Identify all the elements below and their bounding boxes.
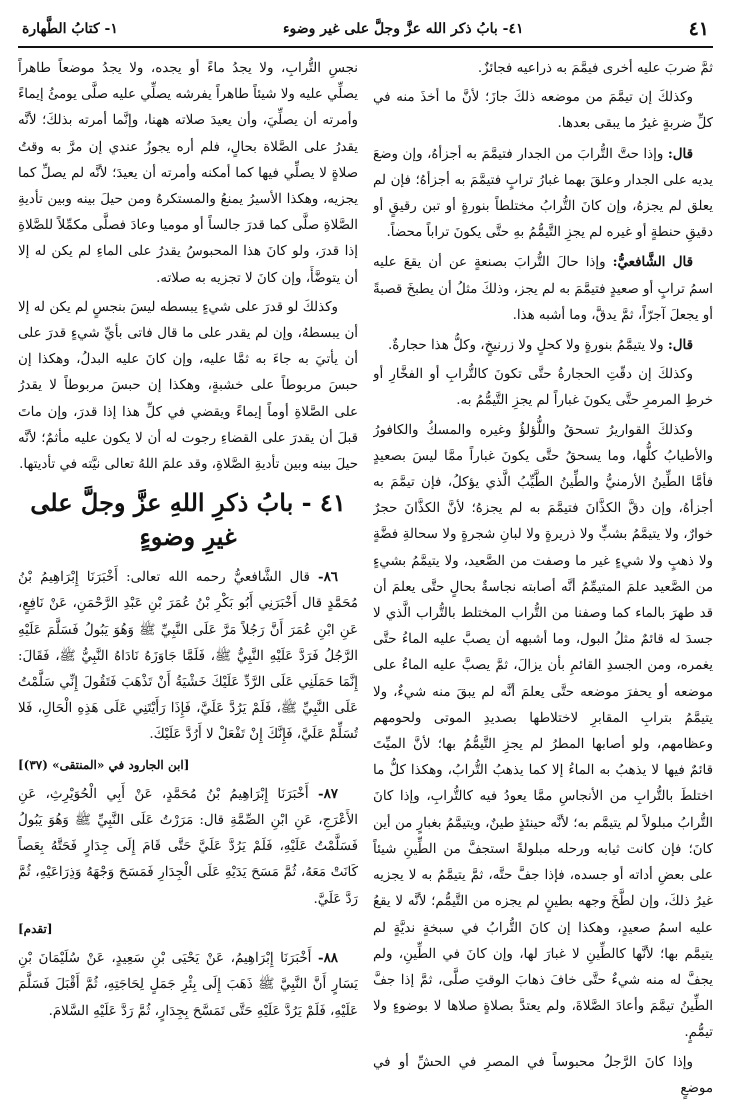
- left-paragraph: [18, 295, 358, 478]
- hadith-reference: [ابن الجارود في «المنتقى» (٣٧)]: [18, 757, 190, 772]
- paragraph-text: وكذلكَ لو قدرَ على شيءٍ يبسطه ليسَ بنجسٍ لم يكن له إلا أن يبسطهُ، وإن لم يقدر على ما قال فاتى بأيِّ شيءٍ قدرَ على أن يأتيَ به جاءَ به ثمَّا عليه، وإن كانَ عليه البدلُ، وهكذا إن حبسَ مربوطاً على خشبةٍ، وهكذا إن حبسَ مربوطاً لا يقدرُ على الصَّلاةِ أوماً إيماءً ويقضي في كلِّ هذا إذا قدرَ، وإن ماتَ قبلَ أن يقدرَ على القضاءِ رجوت له أن لا يكون عليه مأثمٌ؛ لأنَّه حيلَ بينه وبين تأديةِ الصَّلاةِ، وقد علمَ اللهُ تعالى نيَّته في تأديتها.: [18, 299, 358, 473]
- paragraph-lead: قال الشَّافعيُّ:: [612, 254, 693, 271]
- page-number: ٤١: [688, 18, 709, 40]
- right-paragraph: [373, 1050, 713, 1102]
- hadith-text: أَخْبَرَنَا إِبْرَاهِيمُ بْنُ مُحَمَّدٍ، عَنْ أَبِي الْحُوَيْرِثِ، عَنِ الأَعْرَجِ، عَنِ ابْنِ الصِّمَّةِ قال: مَرَرْتُ عَلَى النَّبِيِّ ﷺ وَهُوَ يَبُولُ فَسَلَّمْتُ عَلَيْهِ، فَلَمْ يَرُدَّ عَلَيَّ حَتَّى قَامَ إِلَى جِدَارٍ فَحَتَّهُ بِعَصاً كَانَتْ مَعَهُ، ثُمَّ مَسَحَ يَدَيْهِ عَلَى الْجِدَارِ فَمَسَحَ وَجْهَهُ وَذِرَاعَيْهِ، ثُمَّ رَدَّ عَلَيَّ.: [18, 786, 358, 907]
- hadith-text: أَخْبَرَنَا إِبْرَاهِيمُ، عَنْ يَحْيَى بْنِ سَعِيدٍ، عَنْ سُلَيْمَانَ بْنِ يَسَارٍ أَنَّ النَّبِيَّ ﷺ ذَهَبَ إِلَى بِئْرِ جَمَلٍ لِحَاجَتِهِ، ثُمَّ أَقْبَلَ فَسَلَّمَ عَلَيْهِ، فَلَمْ يَرُدَّ عَلَيْهِ حَتَّى تَمَسَّحَ بِجِدَارٍ، ثُمَّ رَدَّ عَلَيْهِ السَّلامَ.: [18, 951, 358, 1019]
- paragraph-text: ثمَّ ضربَ عليه أخرى فيمَّمَ به ذراعيه فجائزٌ.: [477, 61, 713, 76]
- right-paragraph: [373, 141, 713, 247]
- paragraph-text: ولا يتيمَّمُ بنورةٍ ولا كحلٍ ولا زرنيخٍ، وكلُّ هذا حجارةٌ.: [387, 338, 668, 354]
- hadith-text: قال الشَّافعيُّ رحمه الله تعالى: أَخْبَرَنَا إِبْرَاهِيمُ بْنُ مُحَمَّدٍ قال أَخْبَرَنِي أَبُو بَكْرِ بْنُ عُمَرَ بْنِ عَبْدِ الرَّحْمَنِ، عَنْ نَافِعٍ، عَنِ ابْنِ عُمَرَ أَنَّ رَجُلاً مَرَّ عَلَى النَّبِيِّ ﷺ وَهُوَ يَبُولُ فَسَلَّمَ عَلَيْهِ الرَّجُلُ فَرَدَّ عَلَيْهِ النَّبِيُّ ﷺ، فَلَمَّا جَاوَزَهُ نَادَاهُ النَّبِيُّ ﷺ، فَقَالَ: إِنَّمَا حَمَلَنِي عَلَى الرَّدِّ عَلَيْكَ خَشْيَةُ أَنْ تَذْهَبَ فَتَقُولَ إِنِّي سَلَّمْتُ عَلَى النَّبِيِّ ﷺ، فَلَمْ يَرُدَّ عَلَيَّ، فَإِذَا رَأَيْتَنِي عَلَى هَذِهِ الْحَالِ، فَلا تُسَلِّمْ عَلَيَّ، فَإِنَّكَ إِنْ تَفْعَلْ لا أَرُدَّ عَلَيْكَ.: [18, 570, 358, 743]
- running-chapter-title: ٤١- بابُ ذكر الله عزَّ وجلَّ على غير وضوء: [282, 21, 524, 37]
- paragraph-text: وكذلكَ القواريرُ تسحقُ واللُّؤلؤُ وغيره والمسكُ والكافورُ والأطيابُ كلُّها، وما يسحقُ حتَّى يكونَ غباراً ممَّا ليسَ بصعيدٍ فأمَّا الطِّينُ الأرمنيُّ والطِّينُ الطَّيِّبُ الَّذي يؤكلُ، فإن تيمَّمَ به أجزأهُ، وإن دقَّ الكذَّانَ فتيمَّمَ به لم يجزهُ؛ لأنَّ الكذَّانَ حجرٌ خوارٌ، ولا يتيمَّمُ بشبٍّ ولا ذريرةٍ ولا لبانِ شجرةٍ ولا سحالةِ فضَّةٍ ولا ذهبٍ ولا شيءٍ غير ما وصفت من الصَّعيد، ولا يتيمَّمُ بشيءٍ من الصَّعيد علمَ المتيمِّمُ أنَّه أصابته نجاسةٌ بحالٍ حتَّى يعلمَ أن قد طهرَ بالماء كما وصفنا من التُّراب المختلط بالتُّراب الَّذي لا جسدَ له قائمٌ مثلُ البول، وما أشبهه أن يصبَّ عليه الماءُ حتَّى يغمره، ومن الجسدِ القائمِ بأن يزالَ، ثمَّ يصبَّ عليه الماءُ على موضعه أو يحفرَ موضعه حتَّى يعلمَ أنَّه لم يبقَ منه شيءٌ، ولا يتيمَّمُ بترابِ المقابرِ لاختلاطها بصديدِ الموتى ولحومهم وعظامهم، ولو أصابها المطرُ لم يجزِ التَّيمُّمُ بها؛ لأنَّ الميِّتَ قائمٌ فيها لا يذهبُ به الماءُ إلا كما يذهبُ التُّرابُ، وهكذا كلُّ ما اختلطَ بالتُّرابِ من الأنجاسِ ممَّا يعودُ فيه كالتُّرابِ، وإذا كانَ التُّرابُ مبلولاً لم يتيمَّم به؛ لأنَّه حينئذٍ طينٌ، ويتيمَّمُ بغبارٍ من أين كانَ؛ فإن كانت ثيابه ورحله مبلولةً استجفَّ من الطِّينِ شيئاً على بعضِ أداته أو جسده، فإذا جفَّ حتَّه، ثمَّ يتيمَّمُ به لا يجزيه غيرُ ذلكَ، وإن لطَّخَ وجهه بطينٍ لم يجزه من التَّيمُّم؛ لأنَّه لا يقعُ عليه اسمُ صعيدٍ، وهكذا إن كانَ التُّرابُ في سبخةٍ نديَّةٍ لم يتيمَّم بها؛ لأنَّها كالطِّينِ لا غبارَ لها، وإن كانَ في الطِّينِ، ولم يجفَّ له منه شيءٌ حتَّى خافَ ذهابَ الوقتِ صلَّى، ثمَّ إذا جفَّ الطِّينُ تيمَّمَ وأعادَ الصَّلاةَ، ولم يعتدَّ بصلاةٍ صلاها لا بوضوءٍ ولا تيمُّمٍ.: [373, 422, 713, 1041]
- hadith-number: ٨٨-: [318, 950, 338, 967]
- right-paragraph: [373, 362, 713, 414]
- left-column: [18, 56, 358, 1102]
- page-header: [18, 12, 713, 48]
- hadith-reference: [تقدم]: [18, 921, 53, 936]
- right-paragraph: [373, 249, 713, 329]
- paragraph-lead: قال:: [667, 145, 693, 162]
- paragraph-text: وكذلكَ إن دقّتِ الحجارةُ حتَّى تكونَ كالتُّرابِ أو الفخَّارِ أو خرطِ المرمرِ حتَّى يكونَ غباراً لم يجزِ التَّيمُّمُ به.: [373, 367, 713, 409]
- right-column: [373, 56, 713, 1102]
- hadith-paragraph: [18, 945, 358, 1025]
- paragraph-text: نجسِ التُّرابِ، ولا يجدُ ماءً أو يجده، ولا يجدُ موضعاً طاهراً يصلِّي عليه ولا شيئاً طاهراً يفرشه يصلِّي عليه صلَّى يومئُ إيماءً وأمرته أن يصلِّيَ، وأن يعيدَ صلاته ههنا، وإنَّما أمرته بذلكَ؛ لأنَّه يقدرُ على الصَّلاة بحالٍ، فلم أره يجوزُ عندي إن مرَّ به وقتُ صلاةٍ لا يصلِّي فيها كما أمكنه وأمرته أن يعيدَ؛ لأنَّه لم يصلِّ كما يجزيه، وهكذا الأسيرُ يمنعُ والمستكرهُ ومن حيلَ بينه وبين تأديةِ الصَّلاةِ صلَّى كما قدرَ جالساً أو موميا وعادَ فصلَّى مكمِّلاً للصَّلاةِ إذا قدرَ، ولو كانَ هذا المحبوسُ يقدرُ على الماءِ لم يكن له إلا أن يتوضَّأَ، وإن كانَ لا تجزيه به صلاته.: [18, 61, 358, 286]
- hadith-paragraph: [18, 564, 358, 748]
- chapter-heading: ٤١ - بابُ ذكرِ اللهِ عزَّ وجلَّ على غيرِ وضوءٍ: [30, 488, 346, 552]
- paragraph-text: وإذا كانَ الرَّجلُ محبوساً في المصرِ في الحشِّ أو في موضعٍ: [373, 1054, 713, 1096]
- hadith-number: ٨٦-: [318, 569, 338, 586]
- hadith-paragraph: [18, 781, 358, 913]
- paragraph-text: وإذا حتَّ التُّرابَ من الجدار فتيمَّمَ به أجزأهُ، وإن وضعَ يديه على الجدار وعلقَ بهما غبارُ ترابٍ فتيمَّمَ به أجزأهُ؛ فإن لم يعلق لم يجزهُ، وإن كانَ التُّرابُ مختلطاً بنورةٍ أو تبن رقيقٍ أو دقيقِ حنطةٍ أو غيره لم يجزِ التَّيمُّمُ بهِ حتَّى يكونَ تراباً محضاً.: [373, 146, 713, 241]
- hadith-number: ٨٧-: [318, 785, 338, 802]
- paragraph-text: وكذلكَ إن تيمَّمَ من موضعه ذلكَ جازَ؛ لأنَّ ما أخذَ منه في كلِّ ضربةٍ غيرُ ما يبقى بعدها.: [373, 90, 713, 132]
- paragraph-text: وإذا حالَ التُّرابَ بصنعةٍ عن أن يقعَ عليه اسمُ ترابٍ أو صعيدٍ فتيمَّمَ به لم يجز، وذلكَ مثلُ أن يطبخَ قصبةً أو يجعلَ آجرّاً، ثمَّ يدقَّ، وما أشبه هذا.: [373, 255, 713, 323]
- right-paragraph: [373, 85, 713, 137]
- book-title: ١- كتابُ الطَّهارة: [22, 21, 118, 37]
- right-paragraph: [373, 332, 713, 359]
- book-page: [18, 12, 713, 1102]
- paragraph-lead: قال:: [667, 337, 693, 354]
- left-paragraph: [18, 56, 358, 292]
- right-paragraph: [373, 56, 713, 82]
- right-paragraph: [373, 418, 713, 1047]
